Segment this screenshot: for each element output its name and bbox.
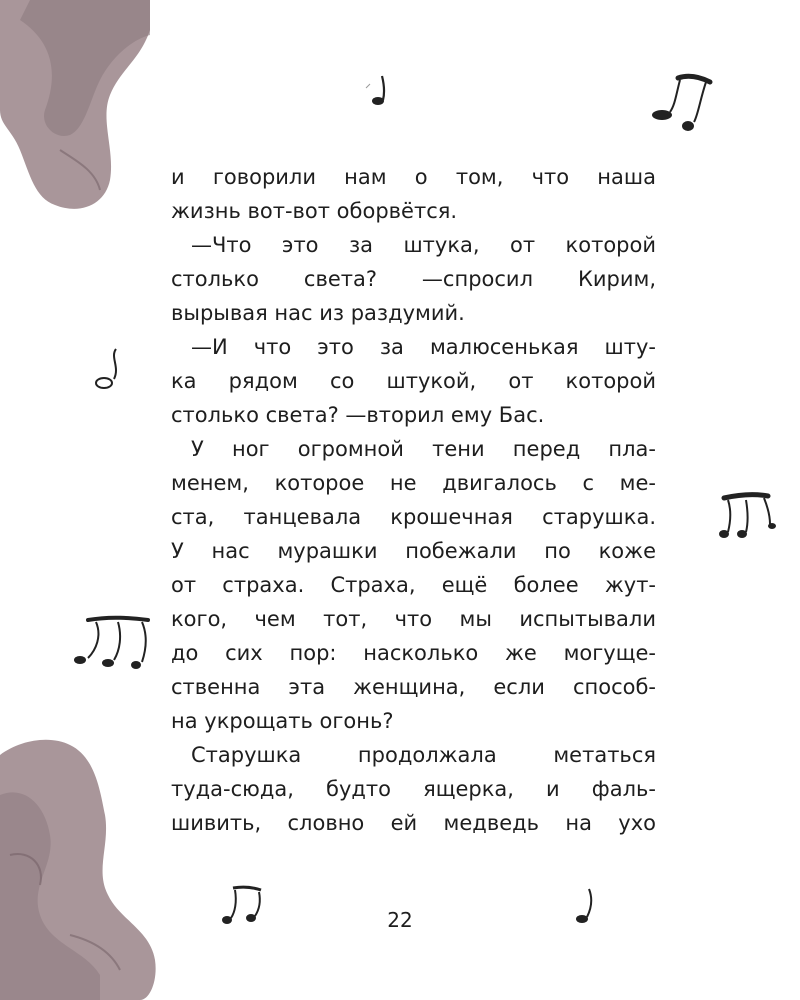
text-line: менем, которое не двигалось с ме- (171, 471, 656, 495)
text-line: кого, чем тот, что мы испытывали (171, 607, 656, 631)
paragraph (171, 330, 656, 432)
rock-illustration-top (0, 0, 150, 220)
text-line: У ног огромной тени перед пла- (191, 437, 656, 461)
text-line: столько света? —вторил ему Бас. (171, 403, 545, 427)
text-line: Старушка продолжала метаться (191, 743, 656, 767)
text-line: У нас мурашки побежали по коже (171, 539, 656, 563)
music-note-icon (358, 70, 398, 110)
text-line: —Что это за штука, от которой (191, 233, 656, 257)
text-line: туда-сюда, будто ящерка, и фаль- (171, 777, 656, 801)
text-line: ка рядом со штукой, от которой (171, 369, 656, 393)
music-note-icon (640, 70, 720, 140)
music-note-icon (66, 610, 156, 675)
text-line: на укрощать огонь? (171, 709, 394, 733)
text-line: и говорили нам о том, что наша (171, 165, 656, 189)
text-line: жизнь вот-вот оборвётся. (171, 199, 458, 223)
rock-illustration-bottom (0, 735, 160, 1000)
music-note-icon (215, 880, 270, 930)
paragraph (171, 160, 656, 228)
text-line: —И что это за малюсенькая шту- (191, 335, 656, 359)
text-line: шивить, словно ей медведь на ухо (171, 811, 656, 835)
paragraph (171, 432, 656, 738)
paragraph (171, 228, 656, 330)
music-note-icon (90, 345, 130, 395)
paragraph (171, 738, 656, 840)
music-note-icon (565, 885, 605, 930)
body-text (171, 160, 656, 840)
music-note-icon (712, 488, 782, 548)
text-line: ственна эта женщина, если способ- (171, 675, 656, 699)
page-number: 22 (387, 908, 413, 932)
text-line: столько света? —спросил Кирим, (171, 267, 656, 291)
text-line: ста, танцевала крошечная старушка. (171, 505, 656, 529)
text-line: от страха. Страха, ещё более жут- (171, 573, 656, 597)
text-line: до сих пор: насколько же могуще- (171, 641, 656, 665)
text-line: вырывая нас из раздумий. (171, 301, 465, 325)
